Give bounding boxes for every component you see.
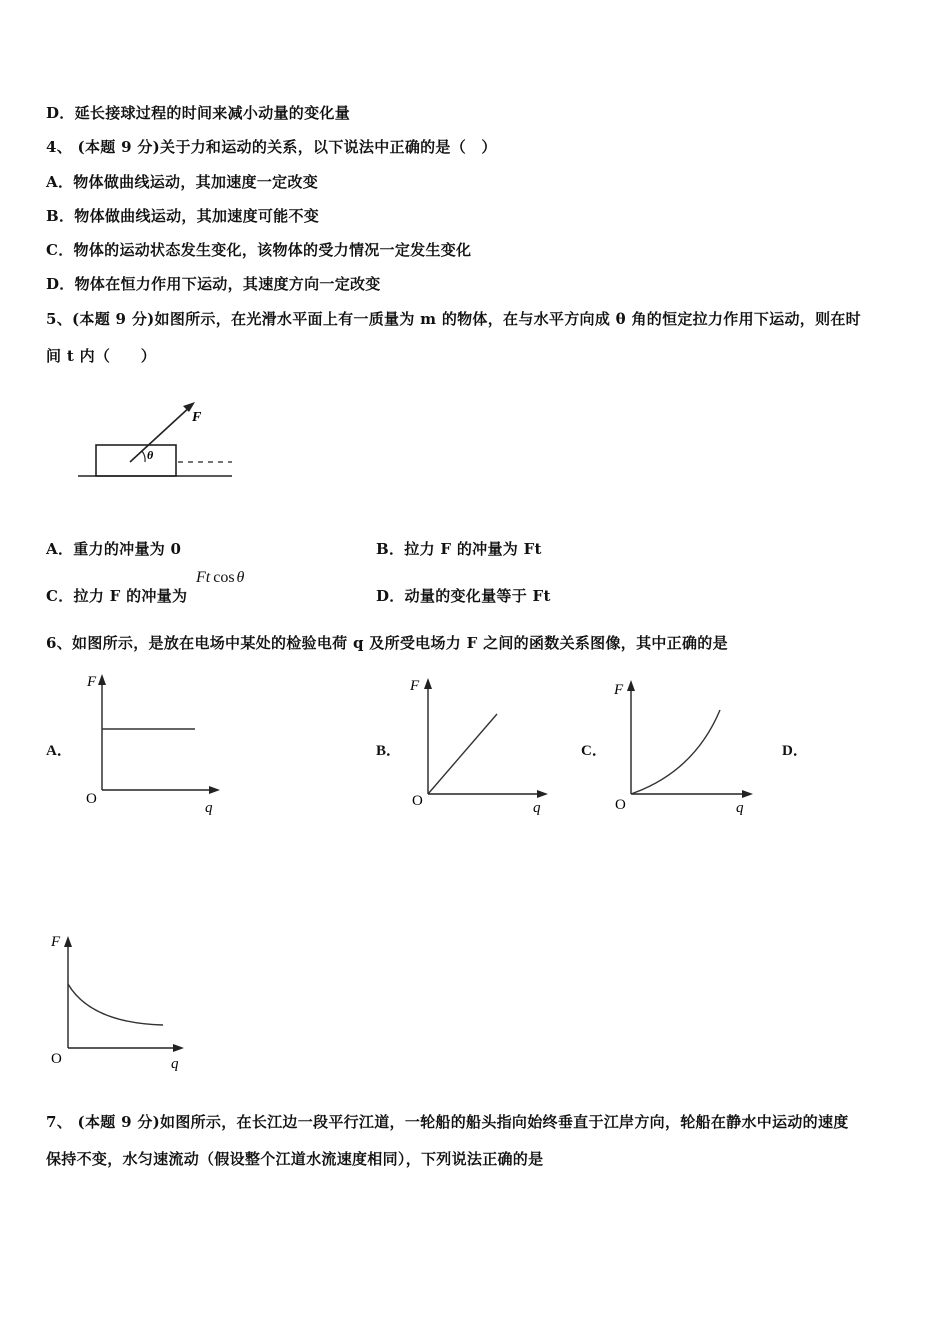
q6-stem: 6、如图所示，是放在电场中某处的检验电荷 q 及所受电场力 F 之间的函数关系图像，其中正确的是 (46, 634, 728, 652)
graph-curve (631, 710, 720, 794)
force-label: F (192, 410, 202, 425)
block (96, 445, 176, 476)
q6-graph-c (609, 672, 769, 822)
y-label: F (87, 674, 97, 690)
formula-cos: cos (213, 569, 235, 586)
force-arrow (130, 405, 192, 462)
q6-label-d: D． (782, 743, 808, 759)
x-label: q (533, 800, 541, 816)
q4-option-d: D．物体在恒力作用下运动，其速度方向一定改变 (46, 275, 381, 293)
x-arrowhead (173, 1044, 184, 1052)
q5-option-b: B．拉力 F 的冲量为 Ft (376, 540, 542, 558)
origin-label: O (51, 1051, 62, 1067)
q3-option-d: D．延长接球过程的时间来减小动量的变化量 (46, 104, 351, 122)
q6-graph-d (46, 928, 206, 1078)
y-label: F (410, 678, 420, 694)
formula-ft: Ft (196, 569, 211, 586)
q7-stem-line2: 保持不变，水匀速流动（假设整个江道水流速度相同），下列说法正确的是 (46, 1150, 544, 1168)
q5-option-c: C．拉力 F 的冲量为 (46, 587, 188, 605)
graph-curve (68, 984, 163, 1025)
angle-arc (142, 451, 145, 462)
x-arrowhead (209, 786, 220, 794)
y-label: F (614, 682, 624, 698)
q5-option-d: D．动量的变化量等于 Ft (376, 587, 551, 605)
q5-option-a: A．重力的冲量为 0 (46, 540, 182, 558)
q7-stem-line1: 7、 (本题 9 分)如图所示，在长江边一段平行江道，一轮船的船头指向始终垂直于江岸方向，轮船在静水中运动的速度 (46, 1113, 849, 1131)
q4-stem: 4、 (本题 9 分)关于力和运动的关系，以下说法中正确的是（ ） (46, 138, 497, 156)
q5-stem-line2: 间 t 内（ ） (46, 347, 157, 365)
y-arrowhead (64, 936, 72, 947)
q6-label-c: C． (581, 743, 607, 759)
x-arrowhead (742, 790, 753, 798)
q4-option-b: B．物体做曲线运动，其加速度可能不变 (46, 207, 320, 225)
q6-graph-a (80, 668, 240, 818)
q6-label-a: A． (46, 743, 72, 759)
x-label: q (736, 800, 744, 816)
origin-label: O (615, 797, 626, 813)
origin-label: O (86, 791, 97, 807)
origin-label: O (412, 793, 423, 809)
q4-option-a: A．物体做曲线运动，其加速度一定改变 (46, 173, 319, 191)
x-label: q (205, 800, 213, 816)
q6-label-b: B． (376, 743, 402, 759)
formula-theta: θ (236, 569, 245, 586)
x-arrowhead (537, 790, 548, 798)
y-arrowhead (424, 678, 432, 689)
q6-graph-b (406, 672, 566, 822)
graph-curve (428, 714, 497, 794)
y-arrowhead (98, 674, 106, 685)
q5-block-figure (74, 398, 239, 484)
q4-option-c: C．物体的运动状态发生变化，该物体的受力情况一定发生变化 (46, 241, 472, 259)
q5-stem-line1: 5、(本题 9 分)如图所示，在光滑水平面上有一质量为 m 的物体，在与水平方向成 θ 角的恒定拉力作用下运动，则在时 (46, 310, 861, 328)
x-label: q (171, 1056, 179, 1072)
y-arrowhead (627, 680, 635, 691)
y-label: F (51, 934, 61, 950)
angle-label: θ (147, 448, 154, 462)
q5-option-c-formula (196, 569, 244, 587)
